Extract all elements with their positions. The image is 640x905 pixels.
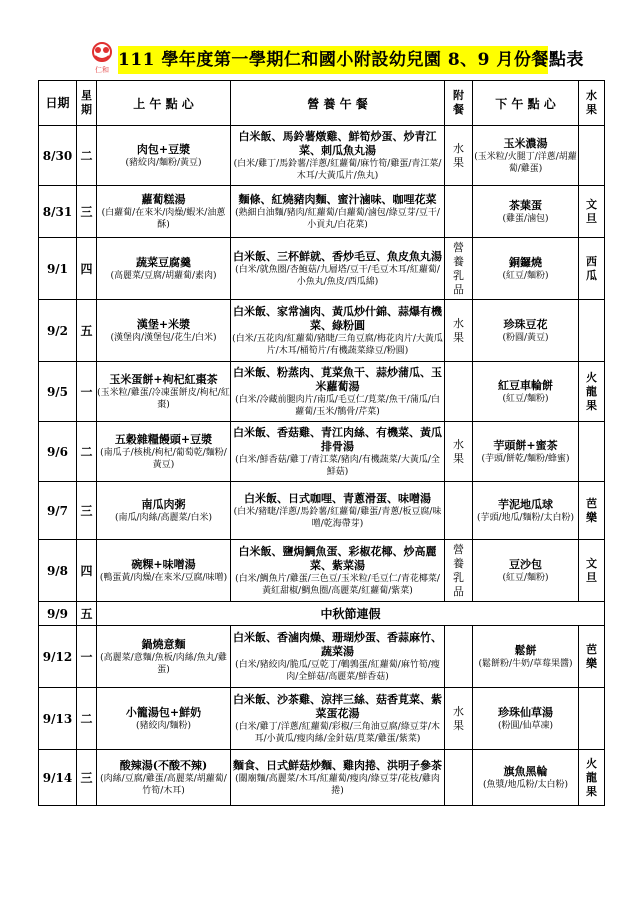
afternoon-snack-ingredients: (雞蛋/滷包)	[502, 213, 549, 224]
fruit-text: 火龍果	[586, 756, 597, 798]
afternoon-snack-ingredients: (鬆餅粉/牛奶/草莓果醬)	[478, 658, 573, 669]
table-row	[39, 482, 605, 540]
side-cell	[445, 186, 473, 238]
lunch-ingredients: (白米/豬睫/洋蔥/馬鈴薯/紅蘿蔔/雞蛋/青蔥/板豆腐/味噌/乾海帶芽)	[233, 506, 442, 529]
date-cell: 9/7	[39, 482, 77, 540]
morning-snack-name: 蘿蔔糕湯	[141, 192, 186, 206]
header-date: 日期	[39, 81, 77, 126]
lunch-cell	[231, 540, 445, 602]
morning-snack-ingredients: (肉絲/豆腐/雞蛋/高麗菜/胡蘿蔔/竹筍/木耳)	[100, 773, 227, 796]
afternoon-snack-cell	[473, 300, 579, 362]
afternoon-snack-name: 珍珠仙草湯	[498, 705, 553, 719]
side-cell	[445, 362, 473, 422]
lunch-cell	[231, 688, 445, 750]
weekday-cell: 五	[77, 300, 97, 362]
lunch-ingredients: (白米/豬絞肉/脆瓜/豆乾丁/鵪鶉蛋/紅蘿蔔/麻竹筍/瘦肉/全鮮菇/高麗菜/鮮香菇)	[235, 659, 440, 682]
side-cell	[445, 626, 473, 688]
afternoon-snack-ingredients: (芋頭/地瓜/麵粉/太白粉)	[476, 512, 575, 523]
lunch-ingredients: (白米/鯛魚片/雞蛋/三色豆/玉米粒/毛豆仁/青花椰菜/黃紅甜椒/鯛魚圈/高麗菜/紅蘿蔔/紫菜)	[235, 573, 440, 596]
fruit-cell	[579, 362, 605, 422]
weekday-cell: 二	[77, 422, 97, 482]
header-side: 附餐	[445, 81, 473, 126]
weekday-cell: 四	[77, 238, 97, 300]
morning-snack-name: 漢堡+米漿	[136, 317, 191, 331]
header-row	[39, 81, 605, 126]
lunch-name: 白米飯、馬鈴薯燉雞、鮮筍炒蛋、炒青江菜、刺瓜魚丸湯	[238, 129, 437, 157]
table-row	[39, 422, 605, 482]
logo-text: 仁和	[95, 66, 109, 74]
afternoon-snack-cell	[473, 186, 579, 238]
side-cell	[445, 750, 473, 806]
morning-snack-cell	[97, 300, 231, 362]
afternoon-snack-name: 玉米濃湯	[503, 136, 548, 150]
morning-snack-cell	[97, 422, 231, 482]
meal-table	[38, 80, 605, 806]
lunch-ingredients: (白米/雞丁/洋蔥/紅蘿蔔/彩椒/三角油豆腐/綠豆芽/木耳/小黃瓜/瘦肉絲/金針菇/莧菜/雞蛋/紫菜)	[235, 721, 440, 744]
afternoon-snack-name: 豆沙包	[509, 557, 542, 571]
lunch-cell	[231, 362, 445, 422]
lunch-ingredients: (白米/鮮香菇/雞丁/青江菜/豬肉/有機蔬菜/大黃瓜/全鮮菇)	[235, 454, 440, 477]
holiday-row	[39, 602, 605, 626]
date-cell: 9/8	[39, 540, 77, 602]
fruit-text: 火龍果	[586, 370, 597, 412]
lunch-ingredients: (白米/冷藏前腿肉片/南瓜/毛豆仁/莧菜/魚干/蒲瓜/白蘿蔔/玉米/鶺骨/芹菜)	[235, 394, 440, 417]
lunch-name: 白米飯、日式咖哩、青蔥滑蛋、味噌湯	[244, 491, 431, 505]
fruit-cell	[579, 422, 605, 482]
date-cell: 9/1	[39, 238, 77, 300]
date-cell: 9/12	[39, 626, 77, 688]
date-cell: 9/5	[39, 362, 77, 422]
fruit-cell	[579, 750, 605, 806]
fruit-text: 西瓜	[586, 254, 597, 282]
side-cell	[445, 688, 473, 750]
lunch-name: 白米飯、鹽焗鯛魚蛋、彩椒花椰、炒高麗菜、紫菜湯	[238, 544, 437, 572]
afternoon-snack-ingredients: (紅豆/麵粉)	[502, 393, 549, 404]
afternoon-snack-name: 銅鑼燒	[509, 255, 542, 269]
side-cell	[445, 540, 473, 602]
fruit-text: 文旦	[586, 197, 597, 225]
morning-snack-ingredients: (南瓜子/核桃/枸杞/葡萄乾/麵粉/黃豆)	[100, 447, 227, 470]
afternoon-snack-cell	[473, 422, 579, 482]
weekday-cell: 一	[77, 362, 97, 422]
table-row	[39, 362, 605, 422]
lunch-cell	[231, 300, 445, 362]
morning-snack-name: 肉包+豆漿	[136, 142, 191, 156]
morning-snack-ingredients: (白蘿蔔/在來米/肉燥/蝦米/油蔥酥)	[101, 207, 226, 230]
morning-snack-name: 小籠湯包+鮮奶	[125, 705, 202, 719]
morning-snack-name: 玉米蛋餅+枸杞紅棗茶	[109, 372, 218, 386]
date-cell: 9/14	[39, 750, 77, 806]
morning-snack-cell	[97, 626, 231, 688]
side-text: 水果	[453, 437, 464, 465]
morning-snack-ingredients: (玉米粒/雞蛋/冷凍蛋餅皮/枸杞/紅棗)	[97, 387, 230, 410]
side-text: 水果	[453, 704, 464, 732]
morning-snack-cell	[97, 126, 231, 186]
afternoon-snack-name: 芋泥地瓜球	[498, 497, 553, 511]
morning-snack-ingredients: (高麗菜/豆腐/胡蘿蔔/素肉)	[110, 270, 217, 281]
side-cell	[445, 126, 473, 186]
morning-snack-cell	[97, 688, 231, 750]
afternoon-snack-ingredients: (玉米粒/火腿丁/洋蔥/胡蘿蔔/雞蛋)	[474, 151, 577, 174]
fruit-cell	[579, 300, 605, 362]
weekday-cell: 三	[77, 482, 97, 540]
lunch-name: 白米飯、香菇雞、青江肉絲、有機菜、黃瓜排骨湯	[233, 425, 442, 453]
side-text: 營養乳品	[453, 240, 464, 296]
morning-snack-cell	[97, 482, 231, 540]
morning-snack-cell	[97, 186, 231, 238]
lunch-cell	[231, 626, 445, 688]
lunch-name: 白米飯、家常滷肉、黃瓜炒什錦、蒜爆有機菜、綠粉圓	[233, 304, 442, 332]
afternoon-snack-name: 芋頭餅+蜜茶	[493, 438, 558, 452]
lunch-name: 麵食、日式鮮菇炒麵、雞肉捲、洪明子參茶	[233, 758, 442, 772]
afternoon-snack-ingredients: (魚漿/地瓜粉/太白粉)	[482, 779, 569, 790]
header-weekday: 星期	[77, 81, 97, 126]
table-row	[39, 300, 605, 362]
holiday-label: 中秋節連假	[97, 602, 605, 626]
weekday-cell: 四	[77, 540, 97, 602]
lunch-ingredients: (白米/就魚圈/杏鮑菇/九層塔/豆干/毛豆木耳/紅蘿蔔/小魚丸/魚皮/西瓜綿)	[235, 264, 440, 287]
side-text: 水果	[453, 141, 464, 169]
morning-snack-ingredients: (豬絞肉/麵粉/黃豆)	[125, 157, 202, 168]
page-title: 111 學年度第一學期仁和國小附設幼兒園 8、9 月份餐點表	[118, 46, 548, 74]
lunch-name: 麵條、紅燒豬肉麵、蜜汁滷味、咖哩花菜	[238, 192, 437, 206]
lunch-cell	[231, 422, 445, 482]
afternoon-snack-cell	[473, 750, 579, 806]
fruit-cell	[579, 688, 605, 750]
fruit-text: 文旦	[586, 556, 597, 584]
weekday-cell: 五	[77, 602, 97, 626]
morning-snack-name: 蔬菜豆腐羹	[136, 255, 191, 269]
afternoon-snack-cell	[473, 238, 579, 300]
lunch-ingredients: (白米/雞丁/馬鈴薯/洋蔥/紅蘿蔔/麻竹筍/雞蛋/青江菜/木耳/大黃瓜片/魚丸)	[233, 158, 442, 181]
morning-snack-ingredients: (高麗菜/意麵/魚板/肉絲/魚丸/雞蛋)	[100, 652, 227, 675]
side-text: 水果	[453, 316, 464, 344]
afternoon-snack-name: 珍珠豆花	[503, 317, 548, 331]
lunch-name: 白米飯、沙茶雞、涼拌三絲、菇香莧菜、紫菜蛋花湯	[233, 692, 442, 720]
afternoon-snack-cell	[473, 688, 579, 750]
school-logo	[86, 40, 118, 74]
weekday-cell: 三	[77, 186, 97, 238]
lunch-cell	[231, 126, 445, 186]
table-row	[39, 540, 605, 602]
lunch-ingredients: (關廟麵/高麗菜/木耳/紅蘿蔔/瘦肉/綠豆芽/花枝/雞肉捲)	[235, 773, 440, 796]
morning-snack-ingredients: (漢堡肉/漢堡包/花生/白米)	[110, 332, 217, 343]
weekday-cell: 二	[77, 126, 97, 186]
morning-snack-name: 鍋燒意麵	[141, 637, 186, 651]
table-row	[39, 126, 605, 186]
afternoon-snack-cell	[473, 126, 579, 186]
weekday-cell: 一	[77, 626, 97, 688]
date-cell: 8/31	[39, 186, 77, 238]
lunch-name: 白米飯、三杯鮮就、香炒毛豆、魚皮魚丸湯	[233, 249, 442, 263]
header-fruit: 水果	[579, 81, 605, 126]
afternoon-snack-ingredients: (芋頭/餅乾/麵粉/蜂蜜)	[481, 453, 570, 464]
side-cell	[445, 238, 473, 300]
lunch-cell	[231, 186, 445, 238]
lunch-ingredients: (白米/五花肉/紅蘿蔔/豬睫/三角豆腐/梅花肉片/大黃瓜片/木耳/桶筍片/有機蔬菜綠豆/粉圓)	[232, 333, 443, 356]
table-row	[39, 750, 605, 806]
lunch-name: 白米飯、粉蒸肉、莧菜魚干、蒜炒蒲瓜、玉米蘿蔔湯	[233, 365, 442, 393]
morning-snack-ingredients: (鴨蛋黃/肉燥/在來米/豆腐/味噌)	[99, 572, 228, 583]
morning-snack-ingredients: (豬絞肉/麵粉)	[135, 720, 192, 731]
side-cell	[445, 300, 473, 362]
afternoon-snack-ingredients: (紅豆/麵粉)	[502, 572, 549, 583]
date-cell: 9/2	[39, 300, 77, 362]
table-row	[39, 626, 605, 688]
weekday-cell: 二	[77, 688, 97, 750]
afternoon-snack-cell	[473, 540, 579, 602]
afternoon-snack-name: 茶葉蛋	[509, 198, 542, 212]
afternoon-snack-name: 旗魚黑輪	[503, 764, 548, 778]
afternoon-snack-name: 鬆餅	[514, 643, 537, 657]
weekday-cell: 三	[77, 750, 97, 806]
afternoon-snack-cell	[473, 626, 579, 688]
morning-snack-cell	[97, 238, 231, 300]
morning-snack-name: 碗粿+味噌湯	[131, 557, 196, 571]
morning-snack-name: 南瓜肉粥	[141, 497, 186, 511]
header-morning: 上 午 點 心	[97, 81, 231, 126]
fruit-cell	[579, 186, 605, 238]
fruit-cell	[579, 238, 605, 300]
afternoon-snack-ingredients: (粉圓/黃豆)	[502, 332, 549, 343]
table-row	[39, 688, 605, 750]
date-cell: 9/6	[39, 422, 77, 482]
morning-snack-cell	[97, 362, 231, 422]
header-afternoon: 下 午 點 心	[473, 81, 579, 126]
afternoon-snack-ingredients: (粉圓/仙草凍)	[497, 720, 554, 731]
lunch-name: 白米飯、香滷肉燥、珊瑚炒蛋、香蒜麻竹、蔬菜湯	[233, 630, 442, 658]
header-lunch: 營 養 午 餐	[231, 81, 445, 126]
morning-snack-name: 五穀雜糧饅頭+豆漿	[114, 432, 213, 446]
table-row	[39, 186, 605, 238]
morning-snack-cell	[97, 750, 231, 806]
afternoon-snack-name: 紅豆車輪餅	[498, 378, 553, 392]
fruit-text: 芭樂	[586, 642, 597, 670]
afternoon-snack-ingredients: (紅豆/麵粉)	[502, 270, 549, 281]
fruit-cell	[579, 482, 605, 540]
afternoon-snack-cell	[473, 482, 579, 540]
side-text: 營養乳品	[453, 542, 464, 598]
morning-snack-ingredients: (南瓜/肉絲/高麗菜/白米)	[114, 512, 213, 523]
morning-snack-name: 酸辣湯(不酸不辣)	[119, 758, 208, 772]
lunch-cell	[231, 482, 445, 540]
date-cell: 9/9	[39, 602, 77, 626]
fruit-text: 芭樂	[586, 496, 597, 524]
fruit-cell	[579, 626, 605, 688]
side-cell	[445, 422, 473, 482]
fruit-cell	[579, 540, 605, 602]
date-cell: 9/13	[39, 688, 77, 750]
fruit-cell	[579, 126, 605, 186]
afternoon-snack-cell	[473, 362, 579, 422]
lunch-cell	[231, 750, 445, 806]
side-cell	[445, 482, 473, 540]
table-row	[39, 238, 605, 300]
morning-snack-cell	[97, 540, 231, 602]
date-cell: 8/30	[39, 126, 77, 186]
lunch-cell	[231, 238, 445, 300]
lunch-ingredients: (熟細白油麵/豬肉/紅蘿蔔/白蘿蔔/滷包/綠豆芽/豆干/小貢丸/白花菜)	[235, 207, 440, 230]
